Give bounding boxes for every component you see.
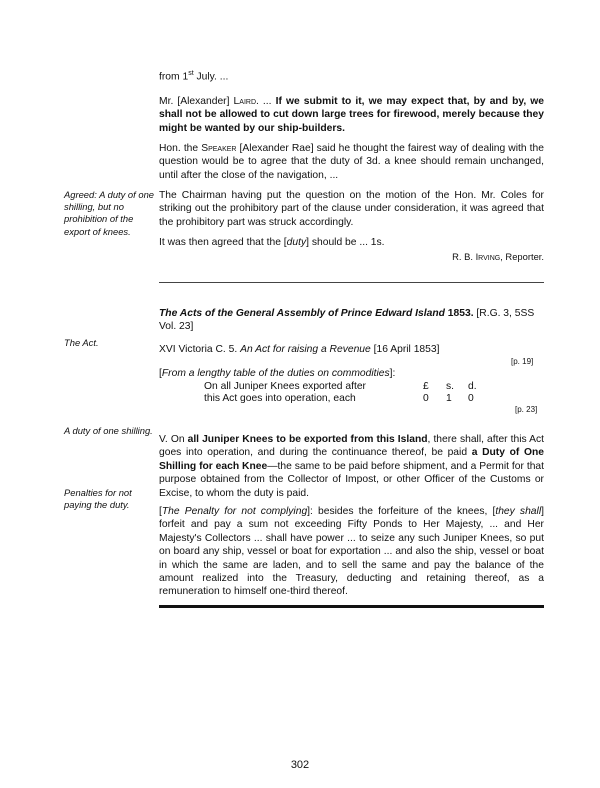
para-speaker: Hon. the Speaker [Alexander Rae] said he thought the fairest way of dealing with the question would be to agree that the duty of 3d. a knee should remain unchanged, until after the close of the navigation, ... (159, 143, 544, 181)
value-shilling: 1 (446, 393, 452, 404)
para-section-v: V. On all Juniper Knees to be exported from this Island, there shall, after this Act goes into operation, and during the continuance thereof, be paid a Duty of One Shilling for each Knee—the same to be paid before shipment, and a Permit for that purpose obtained from the Collector of Impost, or other Officer of the Customs or Excise, to whom the duty is paid. (159, 434, 545, 499)
margin-note-duty: A duty of one shilling. (64, 425, 153, 436)
acts-heading: The Acts of the General Assembly of Prince Edward Island 1853. [R.G. 3, 5SS Vol. 23] (159, 308, 535, 333)
page-ref-23: [p. 23] (515, 405, 538, 414)
section-divider (159, 282, 544, 283)
value-pence: 0 (468, 393, 474, 404)
col-head-shilling: s. (446, 381, 455, 392)
margin-note-the-act: The Act. (64, 337, 99, 348)
value-pound: 0 (423, 393, 429, 404)
para-from-july: from 1st July. ... (159, 70, 229, 83)
table-row-line2: this Act goes into operation, each (204, 393, 356, 404)
table-intro: [From a lengthy table of the duties on commodities]: (159, 368, 396, 379)
margin-note-penalties: Penalties for not paying the duty. (64, 487, 132, 511)
para-chairman: The Chairman having put the question on the motion of the Hon. Mr. Coles for striking out the prohibitory part of the clause under consideration, it was agreed that the prohibitory part was struck accordingly. (159, 190, 544, 228)
para-laird: Mr. [Alexander] Laird. ... If we submit to it, we may expect that, by and by, we shall not be allowed to cut down large trees for firewood, merely because they might be wanted by our ship-builders. (159, 96, 545, 134)
victoria-act-line: XVI Victoria C. 5. An Act for raising a Revenue [16 April 1853] (159, 344, 440, 355)
para-penalty: [The Penalty for not complying]: besides the forfeiture of the knees, [they shall] forfeit and pay a sum not exceeding Fifty Ponds to Her Majesty, ... and Her Majesty's Collectors ... shall have power ... to seize any such Juniper Knees, so put on board any ship, vessel or boat for exportation ... and also the ship, vessel or boat in which the same are laden, and to sell the same and pay the balance of the amount realized into the Treasury, deducting and retaining thereof, as a remuneration to himself one-third thereof. (159, 506, 544, 598)
page-ref-19: [p. 19] (511, 357, 534, 366)
col-head-pence: d. (468, 381, 477, 392)
para-duty-agreed: It was then agreed that the [duty] should be ... 1s. (159, 237, 385, 248)
page-number: 302 (290, 759, 310, 771)
margin-note-agreed: Agreed: A duty of one shilling, but no prohibition of the export of knees. (64, 189, 154, 237)
col-head-pound: £ (423, 381, 429, 392)
table-row-line1: On all Juniper Knees exported after (204, 381, 366, 392)
reporter-credit: R. B. Irving, Reporter. (452, 251, 544, 262)
end-rule (159, 605, 544, 608)
